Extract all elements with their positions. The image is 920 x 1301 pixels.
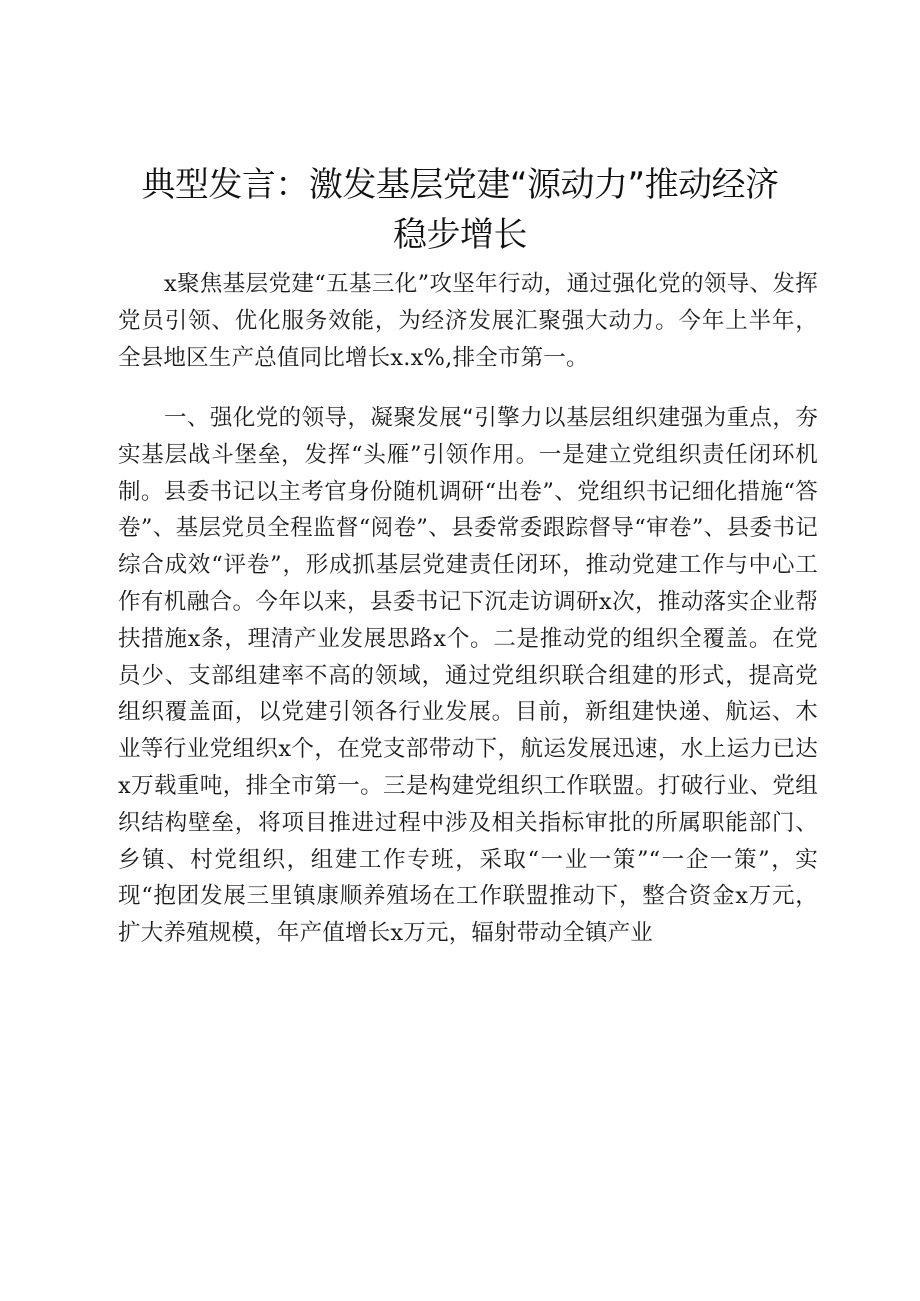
section-one-heading: 一、强化党的领导，凝聚发展“引擎力: [164, 405, 544, 431]
document-title: 典型发言：激发基层党建“源动力”推动经济稳步增长: [141, 165, 779, 255]
section-one-text: 以基层组织建强为重点，夯实基层战斗堡垒，发挥“头雁”引领作用。一是建立党组织责任闭环机制。县委书记以主考官身份随机调研“出卷”、党组织书记细化措施“答卷”、基层党员全程监督“阅卷”、县委常委跟踪督导“审卷”、县委书记综合成效“评卷”，形成抓基层党建责任闭环，推动党建工作与中心工作有机融合。今年以来，县委书记下沉走访调研x次，推动落实企业帮扶措施x条，理清产业发展思路x个。二是推动党的组织全覆盖。在党员少、支部组建率不高的领域，通过党组织联合组建的形式，提高党组织覆盖面，以党建引领各行业发展。目前，新组建快递、航运、木业等行业党组织x个，在党支部带动下，航运发展迅速，水上运力已达x万载重吨，排全市第一。三是构建党组织工作联盟。打破行业、党组织结构壁垒，将项目推进过程中涉及相关指标审批的所属职能部门、乡镇、村党组织，组建工作专班，采取“一业一策”“一企一策”，实现“抱团发展三里镇康顺养殖场在工作联盟推动下，整合资金x万元，扩大养殖规模，年产值增长x万元，辐射带动全镇产业: [118, 405, 818, 947]
intro-paragraph-text: x聚焦基层党建“五基三化”攻坚年行动，通过强化党的领导、发挥党员引领、优化服务效能，为经济发展汇聚强大动力。今年上半年，全县地区生产总值同比增长x.x%,排全市第一。: [118, 271, 818, 371]
intro-paragraph: [118, 266, 818, 376]
section-one-paragraph: [118, 400, 818, 952]
